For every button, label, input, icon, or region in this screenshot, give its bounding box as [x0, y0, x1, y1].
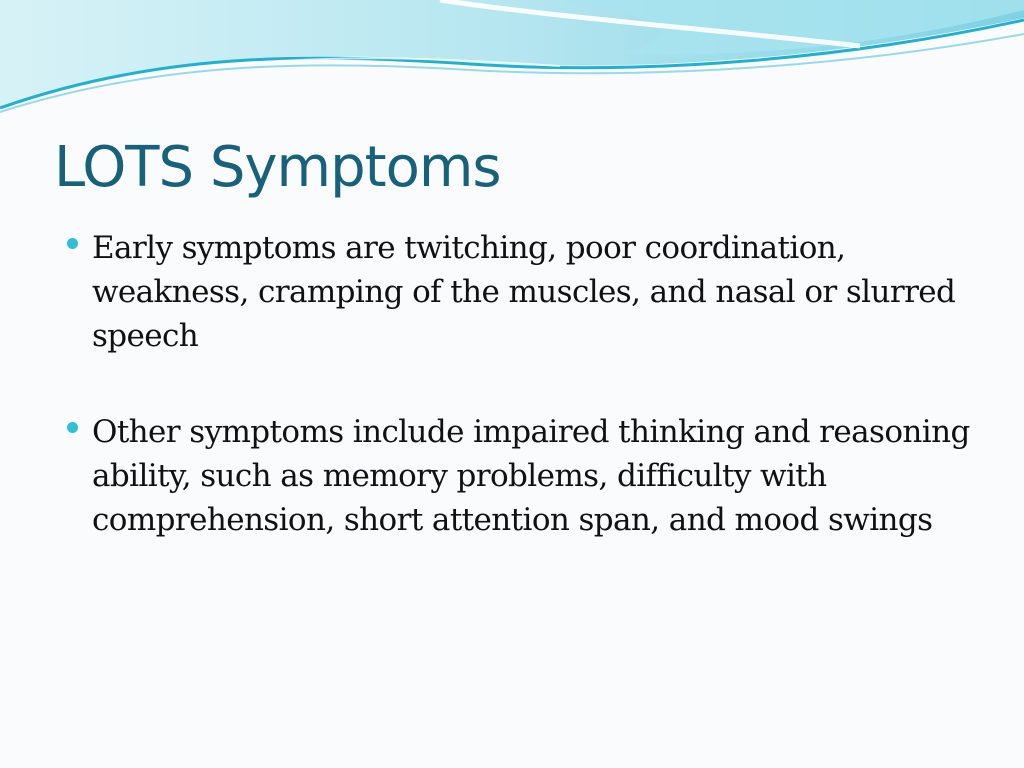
slide-title: LOTS Symptoms [54, 135, 501, 200]
bullet-list [92, 226, 972, 594]
bullet-dot-icon [67, 238, 78, 249]
bullet-item-early-symptoms [92, 226, 972, 358]
bullet-dot-icon [67, 422, 78, 433]
bullet-text: Early symptoms are twitching, poor coordination, weakness, cramping of the muscles, and nasal or slurred speech [92, 230, 956, 354]
wave-header-decoration [0, 0, 1024, 120]
bullet-item-other-symptoms [92, 410, 972, 542]
bullet-text: Other symptoms include impaired thinking and reasoning ability, such as memory problems, difficulty with comprehension, short attention span, and mood swings [92, 414, 970, 538]
